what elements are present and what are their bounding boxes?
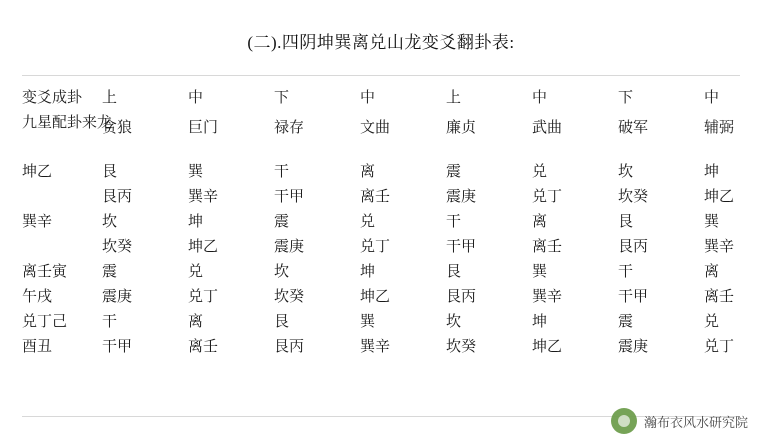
table-cell: 兑 [360, 214, 376, 230]
bagua-table [22, 86, 740, 360]
table-cell: 坎 [102, 214, 118, 230]
watermark [611, 408, 748, 434]
table-cell: 艮 [102, 164, 118, 180]
table-cell: 离壬 [360, 189, 391, 205]
table-cell: 离 [188, 314, 204, 330]
table-cell: 干甲 [102, 339, 133, 355]
table-cell: 坎癸 [618, 189, 649, 205]
table-row [22, 310, 740, 335]
circle-logo-icon [611, 408, 637, 434]
position-header-cell: 下 [618, 90, 634, 106]
table-cell: 巽 [704, 214, 720, 230]
watermark-label: 瀚布衣风水研究院 [643, 414, 748, 430]
table-cell: 震 [274, 214, 290, 230]
table-cell: 干 [274, 164, 290, 180]
table-cell: 坤乙 [188, 239, 219, 255]
position-header-cell: 中 [704, 90, 720, 106]
table-cell: 干甲 [274, 189, 305, 205]
table-row [22, 210, 740, 235]
corner-header-line1: 变爻成卦 [22, 90, 83, 106]
row-label: 巽辛 [22, 214, 53, 230]
table-cell: 艮丙 [102, 189, 133, 205]
table-cell: 坤乙 [704, 189, 735, 205]
table-cell: 坎 [274, 264, 290, 280]
row-label: 坤乙 [22, 164, 53, 180]
table-cell: 巽辛 [360, 339, 391, 355]
table-cell: 震庚 [274, 239, 305, 255]
table-cell: 坎 [446, 314, 462, 330]
table-cell: 干 [618, 264, 634, 280]
star-header-cell: 贪狼 [102, 120, 133, 136]
table-cell: 震 [102, 264, 118, 280]
star-header-cell: 辅弼 [704, 120, 735, 136]
position-header-cell: 中 [532, 90, 548, 106]
table-corner-header [22, 86, 113, 154]
table-cell: 干 [102, 314, 118, 330]
row-label: 午戌 [22, 289, 53, 305]
table-cell: 巽 [360, 314, 376, 330]
position-header-cell: 中 [188, 90, 204, 106]
table-cell: 艮丙 [446, 289, 477, 305]
table-cell: 兑 [532, 164, 548, 180]
star-header-cell: 文曲 [360, 120, 391, 136]
row-label: 离壬寅 [22, 264, 68, 280]
corner-header-line2: 九星配卦来龙 [22, 115, 113, 131]
row-label: 兑丁己 [22, 314, 68, 330]
table-cell: 艮 [274, 314, 290, 330]
table-cell: 离壬 [704, 289, 735, 305]
table-cell: 震庚 [446, 189, 477, 205]
table-cell: 震庚 [102, 289, 133, 305]
position-header-cell: 上 [446, 90, 462, 106]
table-cell: 兑 [188, 264, 204, 280]
table-cell: 坎癸 [102, 239, 133, 255]
row-label: 酉丑 [22, 339, 53, 355]
table-cell: 离 [532, 214, 548, 230]
table-cell: 兑丁 [188, 289, 219, 305]
table-cell: 巽 [532, 264, 548, 280]
table-cell: 干甲 [446, 239, 477, 255]
table-cell: 艮 [446, 264, 462, 280]
table-cell: 离 [704, 264, 720, 280]
table-row [22, 260, 740, 285]
table-cell: 巽 [188, 164, 204, 180]
table-cell: 坤 [532, 314, 548, 330]
table-cell: 离壬 [188, 339, 219, 355]
table-cell: 坤 [704, 164, 720, 180]
position-header-cell: 上 [102, 90, 118, 106]
table-cell: 干甲 [618, 289, 649, 305]
position-header-cell: 中 [360, 90, 376, 106]
table-row [22, 160, 740, 185]
table-cell: 坤乙 [360, 289, 391, 305]
table-cell: 离 [360, 164, 376, 180]
star-header-cell: 破军 [618, 120, 649, 136]
table-cell: 兑丁 [360, 239, 391, 255]
table-cell: 巽辛 [188, 189, 219, 205]
star-header-cell: 廉贞 [446, 120, 477, 136]
table-cell: 坤 [188, 214, 204, 230]
table-cell: 干 [446, 214, 462, 230]
table-cell: 兑 [704, 314, 720, 330]
position-header-cell: 下 [274, 90, 290, 106]
table-row [22, 235, 740, 260]
table-cell: 坎癸 [446, 339, 477, 355]
star-header-cell: 武曲 [532, 120, 563, 136]
star-header-cell: 巨门 [188, 120, 219, 136]
row-label [22, 235, 102, 260]
table-cell: 兑丁 [704, 339, 735, 355]
table-cell: 坤 [360, 264, 376, 280]
star-header-cell: 禄存 [274, 120, 305, 136]
table-cell: 离壬 [532, 239, 563, 255]
table-cell: 巽辛 [532, 289, 563, 305]
table-cell: 震庚 [618, 339, 649, 355]
table-cell: 艮丙 [274, 339, 305, 355]
page-title: (二).四阴坤巽离兑山龙变爻翻卦表: [247, 33, 515, 52]
table-header-stars [22, 116, 740, 154]
bagua-table-container [22, 75, 740, 417]
table-cell: 艮丙 [618, 239, 649, 255]
table-cell: 震 [446, 164, 462, 180]
table-cell: 坎 [618, 164, 634, 180]
table-cell: 坤乙 [532, 339, 563, 355]
table-row [22, 185, 740, 210]
table-row [22, 285, 740, 310]
table-row [22, 335, 740, 360]
table-cell: 艮 [618, 214, 634, 230]
table-header-positions [22, 86, 740, 116]
table-cell: 坎癸 [274, 289, 305, 305]
table-cell: 兑丁 [532, 189, 563, 205]
table-cell: 巽辛 [704, 239, 735, 255]
table-cell: 震 [618, 314, 634, 330]
row-label [22, 185, 102, 210]
